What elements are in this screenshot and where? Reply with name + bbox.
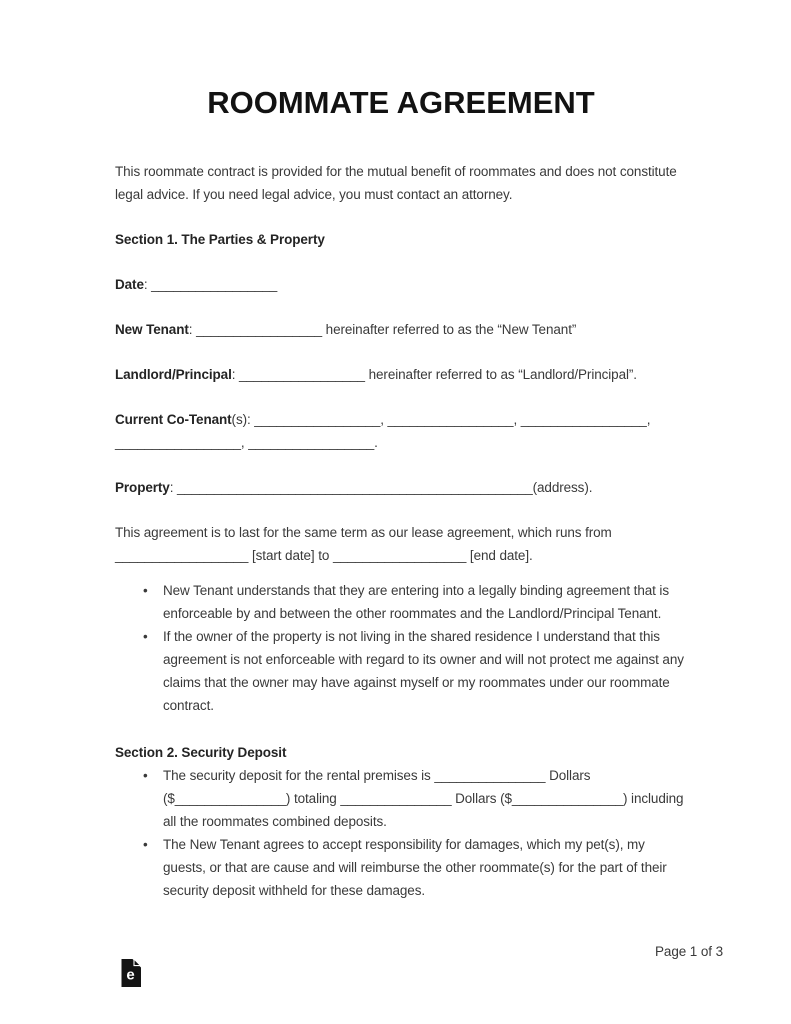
new-tenant-field [115,318,687,341]
landlord-principal-field [115,363,687,386]
landlord-principal-blank: : _________________ hereinafter referred to as “Landlord/Principal”. [231,367,637,382]
intro-paragraph: This roommate contract is provided for the mutual benefit of roommates and does not constitute legal advice. If you need legal advice, you must contact an attorney. [115,164,677,202]
section1-bullet-list [115,579,687,717]
date-label: Date [115,277,144,292]
list-item: • The security deposit for the rental premises is _______________ Dollars ($_______________) totaling _______________ Dollars ($_______________) including all the roommates combined deposits. [115,764,687,833]
document-content [115,0,687,902]
page-number: Page 1 of 3 [655,944,723,959]
landlord-principal-label: Landlord/Principal [115,367,232,382]
co-tenants-blanks: (s): _________________, _________________, _________________, _________________, _________________. [115,412,651,450]
page-title: ROOMMATE AGREEMENT [207,85,595,120]
section2-heading: Section 2. Security Deposit [115,745,287,760]
property-field [115,476,687,499]
eforms-logo-icon [120,959,141,987]
property-blank: : ________________________________________________(address). [169,480,593,495]
list-item: • New Tenant understands that they are entering into a legally binding agreement that is enforceable by and between the other roommates and the Landlord/Principal Tenant. [115,579,687,625]
new-tenant-label: New Tenant [115,322,189,337]
list-item: • The New Tenant agrees to accept responsibility for damages, which my pet(s), my guests, or that are cause and will reimburse the other roommate(s) for the part of their security deposit withheld for these damages. [115,833,687,902]
section1-heading: Section 1. The Parties & Property [115,232,325,247]
co-tenants-field [115,408,687,454]
date-field [115,273,687,296]
co-tenants-label: Current Co-Tenant [115,412,232,427]
property-label: Property [115,480,170,495]
logo-letter: e [126,966,135,984]
term-paragraph: This agreement is to last for the same term as our lease agreement, which runs from __________________ [start date] to __________________ [end date]. [115,525,612,563]
new-tenant-blank: : _________________ hereinafter referred to as the “New Tenant” [188,322,577,337]
list-item: • If the owner of the property is not living in the shared residence I understand that this agreement is not enforceable with regard to its owner and will not protect me against any claims that the owner may have against myself or my roommates under our roommate contract. [115,625,687,717]
date-blank: : _________________ [143,277,278,292]
section2-bullet-list [115,764,687,902]
